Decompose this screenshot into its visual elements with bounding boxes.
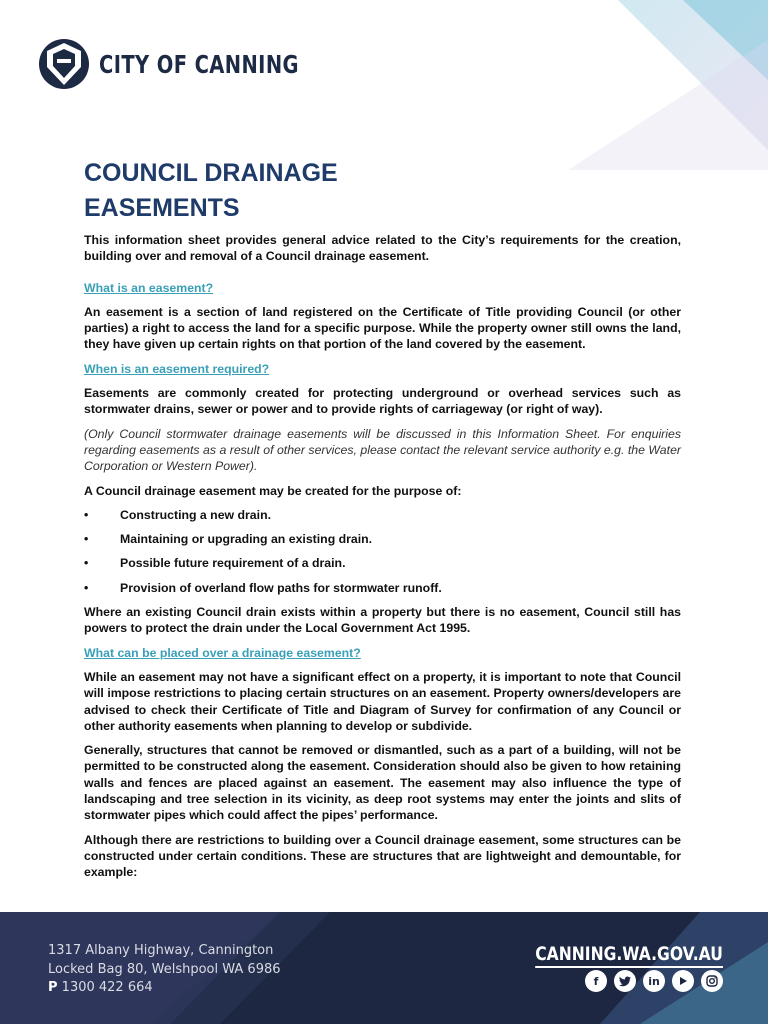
address-line-1: 1317 Albany Highway, Cannington <box>48 943 274 958</box>
org-name: CITY OF CANNING <box>99 49 299 79</box>
purpose-list <box>84 507 681 596</box>
bullet: • <box>84 532 89 547</box>
list-item <box>84 580 681 596</box>
page-title <box>84 156 681 226</box>
youtube-icon[interactable] <box>672 970 694 992</box>
bullet: • <box>84 556 89 571</box>
list-item-text: Maintaining or upgrading an existing drain. <box>120 532 373 547</box>
section-heading-what-can-be-placed[interactable]: What can be placed over a drainage easement? <box>84 645 361 660</box>
phone-line <box>48 979 281 998</box>
header-decoration <box>448 0 768 170</box>
section-heading-when-required[interactable]: When is an easement required? <box>84 361 270 376</box>
page-footer <box>0 912 768 1024</box>
list-item-text: Possible future requirement of a drain. <box>120 556 346 571</box>
section2-body: Easements are commonly created for protecting underground or overhead services such as stormwater drains, sewer or power and to provide rights of carriageway (or right of way). <box>84 386 681 417</box>
intro-paragraph: This information sheet provides general advice related to the City’s requirements for the creation, building over and removal of a Council drainage easement. <box>84 233 681 264</box>
section3-para2: Generally, structures that cannot be removed or dismantled, such as a part of a building, will not be permitted to be constructed along the easement. Consideration should also be given to how retaining walls and fences are placed against an easement. The easement may also influence the type of landscaping and tree selection in its vicinity, as deep root systems may enter the joints and slits of stormwater pipes which could affect the pipes’ performance. <box>84 743 681 823</box>
canning-emblem-icon <box>37 37 91 91</box>
address-line-2: Locked Bag 80, Welshpool WA 6986 <box>48 961 281 977</box>
bullet: • <box>84 507 89 522</box>
social-icons <box>585 970 723 992</box>
website-link[interactable]: CANNING.WA.GOV.AU <box>535 943 723 968</box>
list-item <box>84 531 681 547</box>
twitter-icon[interactable] <box>614 970 636 992</box>
section1-body: An easement is a section of land registered on the Certificate of Title providing Council (or other parties) a right to access the land for a specific purpose. While the property owner still owns the land, they have given up certain rights on that portion of the land covered by the easement. <box>84 304 681 352</box>
bullet: • <box>84 580 89 595</box>
section3-para3: Although there are restrictions to building over a Council drainage easement, some structures can be constructed under certain conditions. These are structures that are lightweight and demountable, for example: <box>84 832 681 880</box>
document-body <box>84 156 681 889</box>
section2-list-intro: A Council drainage easement may be created for the purpose of: <box>84 483 462 498</box>
list-item <box>84 555 681 571</box>
section2-closing: Where an existing Council drain exists within a property but there is no easement, Council still has powers to protect the drain under the Local Government Act 1995. <box>84 605 681 636</box>
facebook-icon[interactable]: f <box>585 970 607 992</box>
phone-label: P <box>48 980 58 995</box>
section3-para1: While an easement may not have a significant effect on a property, it is important to note that Council will impose restrictions to placing certain structures on an easement. Property owners/developers are advised to check their Certificate of Title and Diagram of Survey for confirmation of any Council or other authority easements when planning to develop or subdivide. <box>84 669 681 733</box>
section-heading-what-is-easement[interactable]: What is an easement? <box>84 280 214 295</box>
title-line-1: COUNCIL DRAINAGE <box>84 159 338 187</box>
city-of-canning-logo <box>37 37 355 91</box>
list-item-text: Provision of overland flow paths for stormwater runoff. <box>120 580 442 595</box>
phone-number[interactable]: 1300 422 664 <box>61 980 153 995</box>
list-item <box>84 507 681 523</box>
title-line-2: EASEMENTS <box>84 194 240 222</box>
section2-note: (Only Council stormwater drainage easements will be discussed in this Information Sheet. For enquiries regarding easements as a result of other services, please contact the relevant service authority e.g. the Water Corporation or Western Power). <box>84 426 681 474</box>
linkedin-icon[interactable]: in <box>643 970 665 992</box>
footer-address <box>48 942 281 998</box>
instagram-icon[interactable] <box>701 970 723 992</box>
list-item-text: Constructing a new drain. <box>120 507 271 522</box>
